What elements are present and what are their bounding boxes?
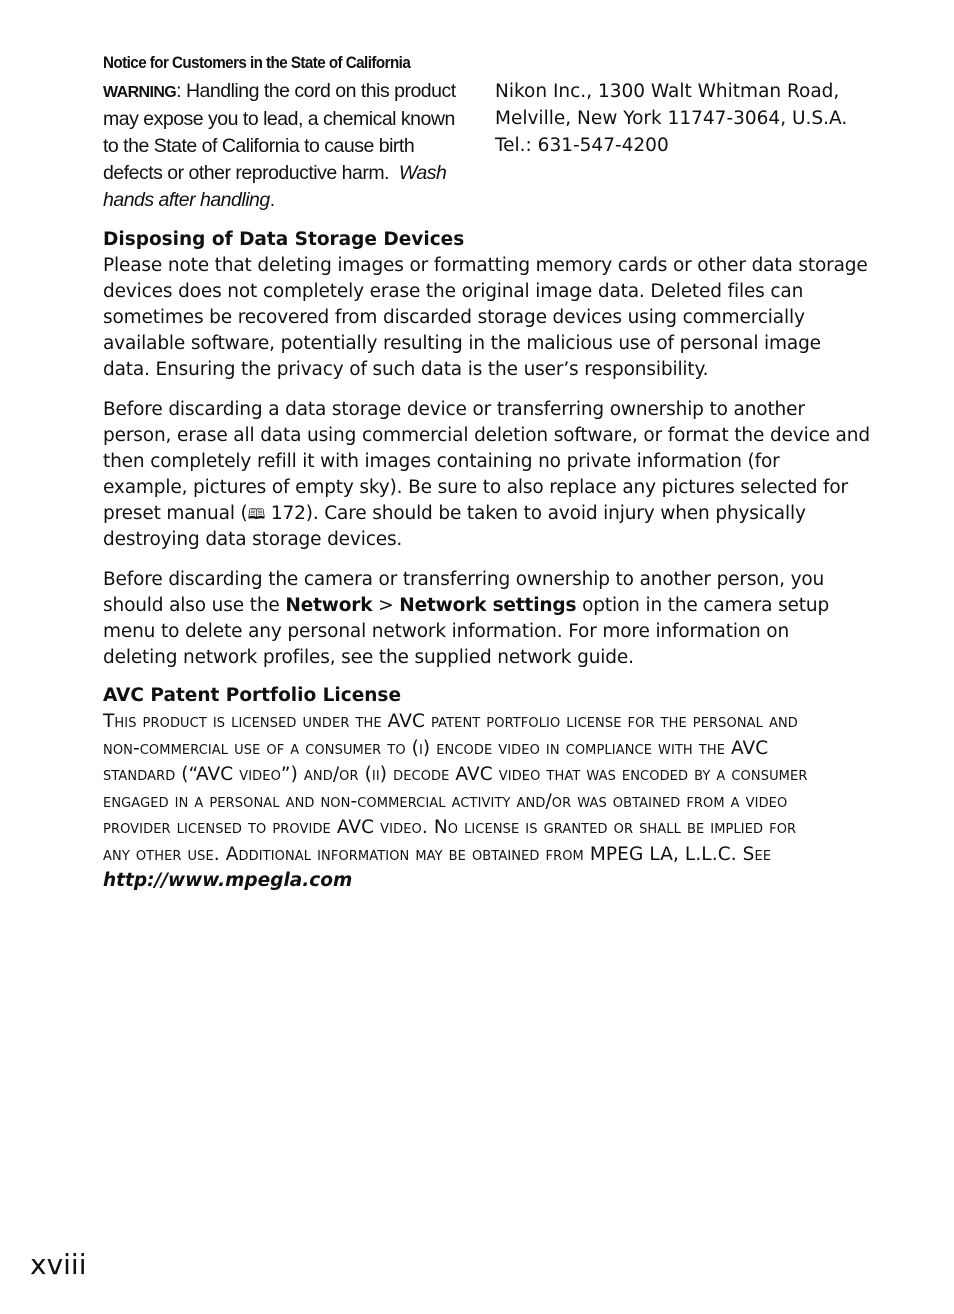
text-fragment: preset manual ( bbox=[103, 503, 248, 524]
text-line: devices does not completely erase the original image data. Deleted files can bbox=[103, 281, 804, 302]
text-line: standard (“AVC video”) and/or (ii) decode AVC video that was encoded by a consumer bbox=[103, 764, 808, 785]
mpegla-link[interactable]: http://www.mpegla.com bbox=[103, 870, 353, 891]
page-number: xviii bbox=[30, 1248, 87, 1281]
warning-label: WARNING bbox=[103, 84, 177, 101]
address-line: Melville, New York 11747-3064, U.S.A. bbox=[495, 108, 848, 129]
text-line: destroying data storage devices. bbox=[103, 529, 403, 550]
nikon-address bbox=[495, 78, 875, 214]
warning-line: to the State of California to cause birth bbox=[103, 135, 415, 157]
wash-hands-text: Wash bbox=[398, 162, 447, 184]
text-fragment: should also use the bbox=[103, 595, 286, 616]
wash-hands-period: . bbox=[269, 189, 275, 211]
warning-line: defects or other reproductive harm. bbox=[103, 162, 389, 184]
disposing-paragraph-1 bbox=[103, 253, 875, 383]
disposing-heading: Disposing of Data Storage Devices bbox=[103, 229, 465, 250]
text-line: Please note that deleting images or formatting memory cards or other data storage bbox=[103, 255, 868, 276]
wash-hands-text: hands after handling bbox=[103, 189, 270, 211]
text-line: menu to delete any personal network information. For more information on bbox=[103, 621, 790, 642]
page-content bbox=[103, 50, 875, 894]
disposing-paragraph-3 bbox=[103, 567, 875, 671]
text-fragment: > bbox=[372, 595, 400, 616]
text-line: engaged in a personal and non-commercial activity and/or was obtained from a video bbox=[103, 790, 788, 812]
text-line: data. Ensuring the privacy of such data is the user’s responsibility. bbox=[103, 359, 709, 380]
california-warning bbox=[103, 78, 487, 214]
avc-section bbox=[103, 683, 875, 894]
california-notice-title: Notice for Customers in the State of California bbox=[103, 54, 411, 72]
text-line: available software, potentially resulting in the malicious use of personal image bbox=[103, 333, 821, 354]
california-notice bbox=[103, 78, 875, 214]
address-line: Tel.: 631-547-4200 bbox=[495, 135, 669, 156]
text-line: Before discarding a data storage device or transferring ownership to another bbox=[103, 399, 805, 420]
text-line: then completely refill it with images containing no private information (for bbox=[103, 451, 780, 472]
avc-heading: AVC Patent Portfolio License bbox=[103, 685, 401, 706]
text-line: provider licensed to provide AVC video. No license is granted or shall be implied for bbox=[103, 817, 797, 838]
text-line: sometimes be recovered from discarded storage devices using commercially bbox=[103, 307, 805, 328]
disposing-paragraph-2 bbox=[103, 397, 875, 553]
text-line: This product is licensed under the AVC patent portfolio license for the personal and bbox=[103, 711, 798, 732]
text-fragment: 172). Care should be taken to avoid injury when physically bbox=[265, 503, 806, 524]
text-fragment: option in the camera setup bbox=[576, 595, 830, 616]
warning-line: : Handling the cord on this product bbox=[176, 80, 456, 102]
text-line: any other use. Additional information may be obtained from MPEG LA, L.L.C. See bbox=[103, 843, 772, 865]
address-line: Nikon Inc., 1300 Walt Whitman Road, bbox=[495, 81, 840, 102]
text-line: deleting network profiles, see the supplied network guide. bbox=[103, 647, 634, 668]
avc-license-text bbox=[103, 709, 875, 868]
text-line: person, erase all data using commercial deletion software, or format the device and bbox=[103, 425, 870, 446]
book-icon: 🕮 bbox=[247, 505, 266, 523]
disposing-section bbox=[103, 227, 875, 671]
warning-line: may expose you to lead, a chemical known bbox=[103, 108, 455, 130]
text-line: example, pictures of empty sky). Be sure to also replace any pictures selected for bbox=[103, 477, 848, 498]
text-line: non-commercial use of a consumer to (i) encode video in compliance with the AVC bbox=[103, 737, 769, 759]
text-line: Before discarding the camera or transferring ownership to another person, you bbox=[103, 569, 825, 590]
network-menu-label: Network bbox=[285, 595, 373, 616]
network-settings-label: Network settings bbox=[399, 595, 577, 616]
